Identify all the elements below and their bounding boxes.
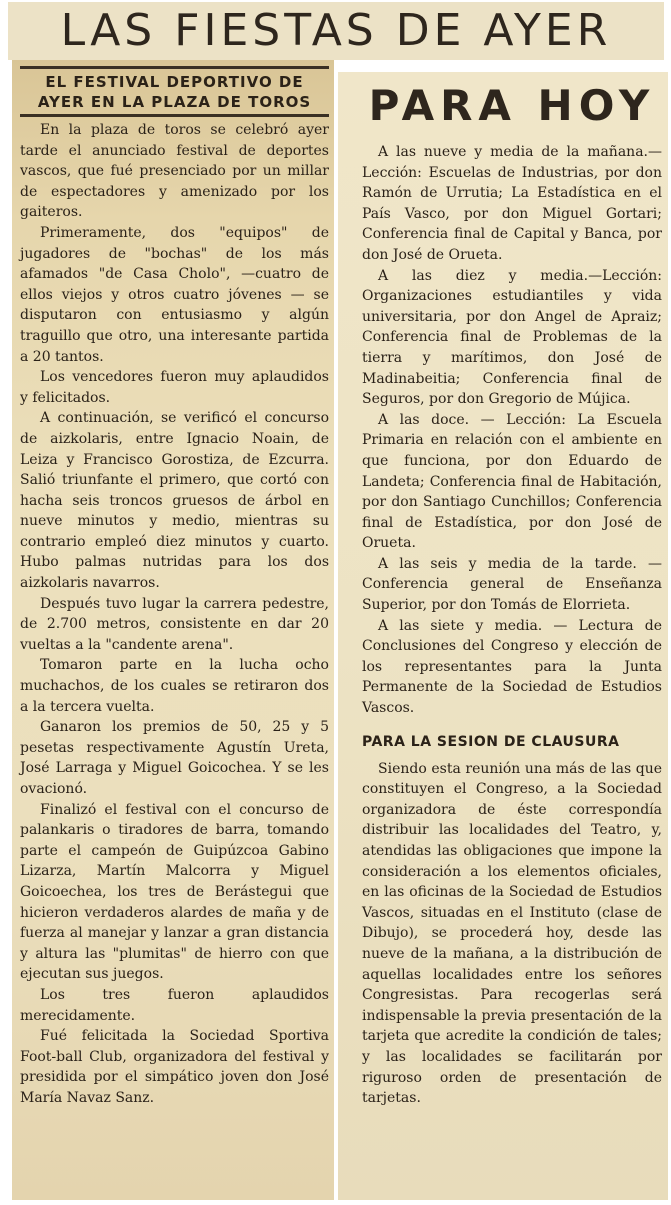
schedule-paragraph: A las siete y media. — Lectura de Conclusiones del Congreso y elección de los representantes para la Junta Permanente de la Sociedad de Estudios Vascos. bbox=[362, 617, 662, 717]
left-column bbox=[12, 60, 334, 1200]
clausura-subheading: PARA LA SESION DE CLAUSURA bbox=[362, 733, 620, 750]
paragraph: Los tres fueron aplaudidos merecidamente. bbox=[20, 986, 329, 1024]
festival-subheading: EL FESTIVAL DEPORTIVO DE AYER EN LA PLAZA DE TOROS bbox=[37, 73, 312, 111]
paragraph: Fué felicitada la Sociedad Sportiva Foot-ball Club, organizadora del festival y presidida por el simpático joven don José María Navaz Sanz. bbox=[20, 1028, 329, 1106]
paragraph: Primeramente, dos "equipos" de jugadores de "bochas" de los más afamados "de Casa Cholo", —cuatro de ellos viejos y otros cuatro jóvenes — se disputaron con entusiasmo y algún traguillo que otro, una interesante partida a 20 tantos. bbox=[20, 224, 329, 365]
schedule-paragraph: A las doce. — Lección: La Escuela Primaria en relación con el ambiente en que funciona, por don Eduardo de Landeta; Conferencia final de Habitación, por don Santiago Cunchillos; Conferencia final de Estadística, por don José de Orueta. bbox=[362, 411, 662, 552]
paragraph: Los vencedores fueron muy aplaudidos y felicitados. bbox=[20, 369, 329, 406]
paragraph: Después tuvo lugar la carrera pedestre, de 2.700 metros, consistente en dar 20 vueltas a la "candente arena". bbox=[20, 595, 329, 653]
schedule-paragraph: A las diez y media.—Lección: Organizaciones estudiantiles y vida universitaria, por don Angel de Apraiz; Conferencia final de Problemas de la tierra y marítimos, don José de Madinabeitia; Conferencia final de Seguros, por don Gregorio de Mújica. bbox=[362, 267, 662, 408]
closing-paragraph: Siendo esta reunión una más de las que constituyen el Congreso, a la Sociedad organizadora de éste correspondía distribuir las localidades del Teatro, y, atendidas las obligaciones que impone la consideración a los elementos oficiales, en las oficinas de la Sociedad de Estudios Vascos, situadas en el Instituto (clase de Dibujo), se procederá hoy, desde las nueve de la mañana, a la distribución de aquellas localidades entre los señores Congresistas. Para recogerlas será indispensable la previa presentación de la tarjeta que acredite la condición de tales; y las localidades se facilitarán por riguroso orden de presentación de tarjetas. bbox=[362, 760, 662, 1107]
bottom-rule bbox=[20, 114, 329, 117]
paragraph: En la plaza de toros se celebró ayer tarde el anunciado festival de deportes vascos, que fué presenciado por un millar de espectadores y amenizado por los gaiteros. bbox=[20, 122, 329, 221]
paragraph: Ganaron los premios de 50, 25 y 5 pesetas respectivamente Agustín Ureta, José Larraga y Miguel Goicochea. Y se les ovacionó. bbox=[20, 719, 329, 797]
page-headline: LAS FIESTAS DE AYER bbox=[8, 2, 664, 60]
paragraph: Finalizó el festival con el concurso de palankaris o tiradores de barra, tomando parte el campeón de Guipúzcoa Gabino Lizarza, Martín Malcorra y Miguel Goicoechea, los tres de Berástegui que hicieron verdaderos alardes de maña y de fuerza al manejar y lanzar a gran distancia y altura las "plumitas" de hierro con que ejecutan sus juegos. bbox=[20, 801, 329, 983]
top-rule bbox=[20, 66, 329, 69]
schedule-paragraph: A las seis y media de la tarde. — Conferencia general de Enseñanza Superior, por don Tomás de Elorrieta. bbox=[362, 555, 662, 614]
paragraph: A continuación, se verificó el concurso de aizkolaris, entre Ignacio Noain, de Leiza y Francisco Gorostiza, de Ezcurra. Salió triunfante el primero, que cortó con hacha seis troncos gruesos de árbol en nueve minutos y medio, mientras su contrario empleó diez minutos y cuarto. Hubo palmas nutridas para los dos aizkolaris navarros. bbox=[20, 410, 329, 592]
paragraph: Tomaron parte en la lucha ocho muchachos, de los cuales se retiraron dos a la tercera vuelta. bbox=[20, 657, 329, 715]
para-hoy-heading: PARA HOY bbox=[368, 81, 656, 130]
schedule-paragraph: A las nueve y media de la mañana.— Lección: Escuelas de Industrias, por don Ramón de Urrutia; La Estadística en el País Vasco, por don Miguel Gortari; Conferencia final de Capital y Banca, por don José de Orueta. bbox=[362, 144, 662, 263]
right-column bbox=[338, 72, 668, 1200]
